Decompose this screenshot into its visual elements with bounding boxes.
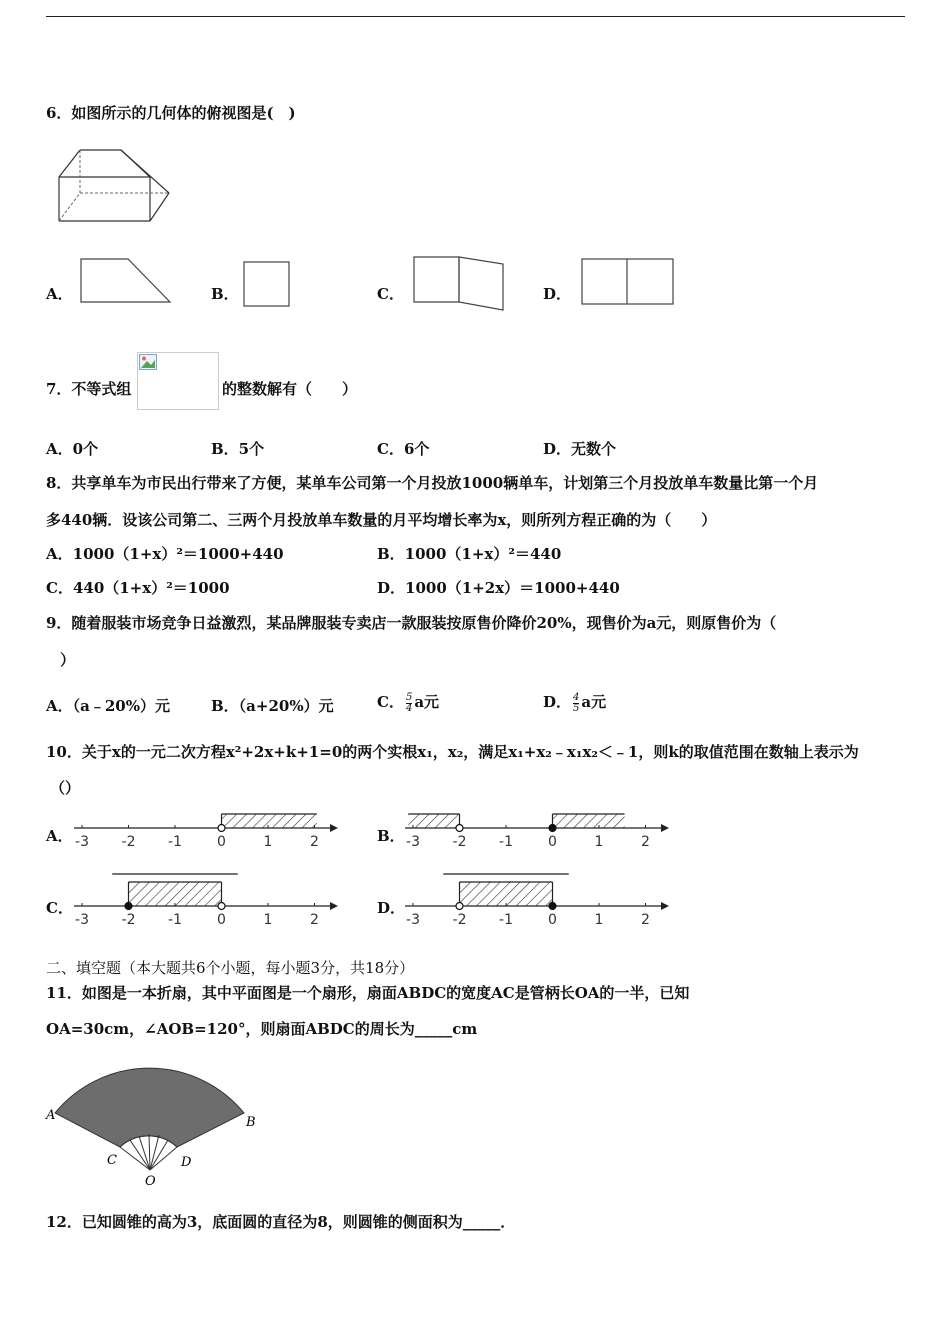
q10-number-line-d	[403, 870, 673, 928]
q9-option-b[interactable]: B．（a+20%）元	[211, 697, 334, 715]
tick-label: -3	[406, 912, 420, 928]
q7-stem-prefix: 7．不等式组	[46, 380, 132, 398]
q6-option-b[interactable]: B．	[211, 285, 239, 303]
closed-dot	[549, 903, 556, 910]
open-dot	[456, 825, 463, 832]
tick-label: 2	[641, 834, 650, 850]
q8-option-b[interactable]: B．1000（1+x）²＝440	[377, 545, 562, 563]
tick-label: -2	[121, 912, 136, 928]
q10-option-c[interactable]: C．	[46, 899, 73, 917]
q7-option-d[interactable]: D．无数个	[543, 440, 617, 458]
fan-label-d: D	[181, 1155, 192, 1170]
tick-label: 0	[548, 912, 557, 928]
tick-label: -1	[499, 834, 513, 850]
q11-fan-figure	[44, 1058, 262, 1188]
broken-image-icon	[139, 354, 157, 370]
open-dot	[456, 903, 463, 910]
shaded-region	[553, 814, 625, 828]
header-rule	[46, 16, 905, 17]
closed-dot	[125, 903, 132, 910]
q9-option-c-tail: a元	[414, 693, 440, 711]
q9-option-c-fraction: $\frac{5}{4}$	[405, 691, 413, 714]
tick-label: -3	[75, 834, 89, 850]
q10-option-b[interactable]: B．	[377, 827, 405, 845]
section2-title: 二、填空题（本大题共6个小题，每小题3分，共18分）	[46, 959, 415, 977]
q11-stem-line2: OA=30cm，∠AOB=120°，则扇面ABDC的周长为_____cm	[46, 1020, 478, 1038]
q6-option-d[interactable]: D．	[543, 285, 572, 303]
q6-option-d-figure	[581, 258, 675, 306]
q9-option-d-fraction: $\frac{4}{5}$	[573, 691, 580, 714]
q8-option-a[interactable]: A．1000（1+x）²＝1000+440	[46, 545, 284, 563]
open-dot	[218, 825, 225, 832]
shaded-region	[408, 814, 459, 828]
tick-label: -3	[406, 834, 420, 850]
tick-label: -1	[499, 912, 513, 928]
q8-option-d[interactable]: D．1000（1+2x）＝1000+440	[377, 579, 620, 597]
axis-arrow	[330, 902, 338, 910]
q10-number-line-a	[72, 810, 342, 852]
tick-label: -3	[75, 912, 89, 928]
tick-label: 1	[594, 834, 604, 850]
shaded-region	[222, 814, 317, 828]
q10-number-line-b	[403, 810, 673, 852]
fan-label-a: A	[46, 1108, 56, 1123]
tick-label: 2	[310, 912, 319, 928]
q9-stem-line1: 9．随着服装市场竞争日益激烈，某品牌服装专卖店一款服装按原售价降价20%，现售价为a元，则原售价为（	[46, 614, 777, 632]
q7-option-c[interactable]: C．6个	[377, 440, 430, 458]
q9-option-d-label: D．	[543, 693, 572, 711]
tick-label: -1	[168, 834, 182, 850]
q9-stem-line2: ）	[60, 651, 76, 669]
q10-stem-line2: （）	[50, 779, 81, 797]
shaded-region	[129, 882, 222, 906]
tick-label: 2	[310, 834, 319, 850]
tick-label: 1	[594, 912, 604, 928]
q8-stem-line1: 8．共享单车为市民出行带来了方便，某单车公司第一个月投放1000辆单车，计划第三个月投放单车数量比第一个月	[46, 474, 819, 492]
q10-stem-line1: 10．关于x的一元二次方程x²+2x+k+1=0的两个实根x₁，x₂，满足x₁+x₂﹣x₁x₂＜﹣1，则k的取值范围在数轴上表示为	[46, 743, 859, 761]
fan-label-c: C	[107, 1153, 117, 1168]
q8-option-c[interactable]: C．440（1+x）²＝1000	[46, 579, 230, 597]
q8-stem-line2: 多440辆．设该公司第二、三两个月投放单车数量的月平均增长率为x，则所列方程正确的为（ ）	[46, 511, 717, 529]
tick-label: -2	[452, 834, 467, 850]
tick-label: 2	[641, 912, 650, 928]
tick-label: -2	[121, 834, 136, 850]
q6-option-a[interactable]: A．	[46, 285, 73, 303]
q10-number-line-c	[72, 870, 342, 928]
q9-option-c-label: C．	[377, 693, 404, 711]
q10-option-a[interactable]: A．	[46, 827, 73, 845]
tick-label: -2	[452, 912, 467, 928]
tick-label: 0	[217, 834, 226, 850]
q9-option-a[interactable]: A．（a﹣20%）元	[46, 697, 170, 715]
tick-label: 0	[217, 912, 226, 928]
shaded-region	[460, 882, 553, 906]
q11-stem-line1: 11．如图是一本折扇，其中平面图是一个扇形，扇面ABDC的宽度AC是管柄长OA的一半，已知	[46, 984, 690, 1002]
q9-option-d[interactable]	[543, 692, 606, 714]
q6-option-b-figure	[243, 261, 291, 308]
open-dot	[218, 903, 225, 910]
tick-label: -1	[168, 912, 182, 928]
fan-label-b: B	[246, 1115, 256, 1130]
closed-dot	[549, 825, 556, 832]
axis-arrow	[330, 824, 338, 832]
axis-arrow	[661, 824, 669, 832]
q10-option-d[interactable]: D．	[377, 899, 406, 917]
tick-label: 0	[548, 834, 557, 850]
q6-option-a-figure	[80, 258, 172, 304]
q6-option-c[interactable]: C．	[377, 285, 404, 303]
tick-label: 1	[263, 834, 273, 850]
axis-arrow	[661, 902, 669, 910]
tick-label: 1	[263, 912, 273, 928]
fan-label-o: O	[145, 1174, 156, 1189]
q9-option-d-tail: a元	[581, 693, 607, 711]
q7-option-b[interactable]: B．5个	[211, 440, 265, 458]
q9-option-c[interactable]	[377, 692, 439, 714]
q6-solid-figure	[55, 143, 175, 225]
q6-option-c-figure	[413, 256, 507, 312]
q6-stem: 6．如图所示的几何体的俯视图是( )	[46, 104, 296, 122]
q12-stem: 12．已知圆锥的高为3，底面圆的直径为8，则圆锥的侧面积为_____．	[46, 1213, 516, 1231]
q7-stem-suffix: 的整数解有（ ）	[222, 380, 358, 398]
q7-option-a[interactable]: A．0个	[46, 440, 99, 458]
